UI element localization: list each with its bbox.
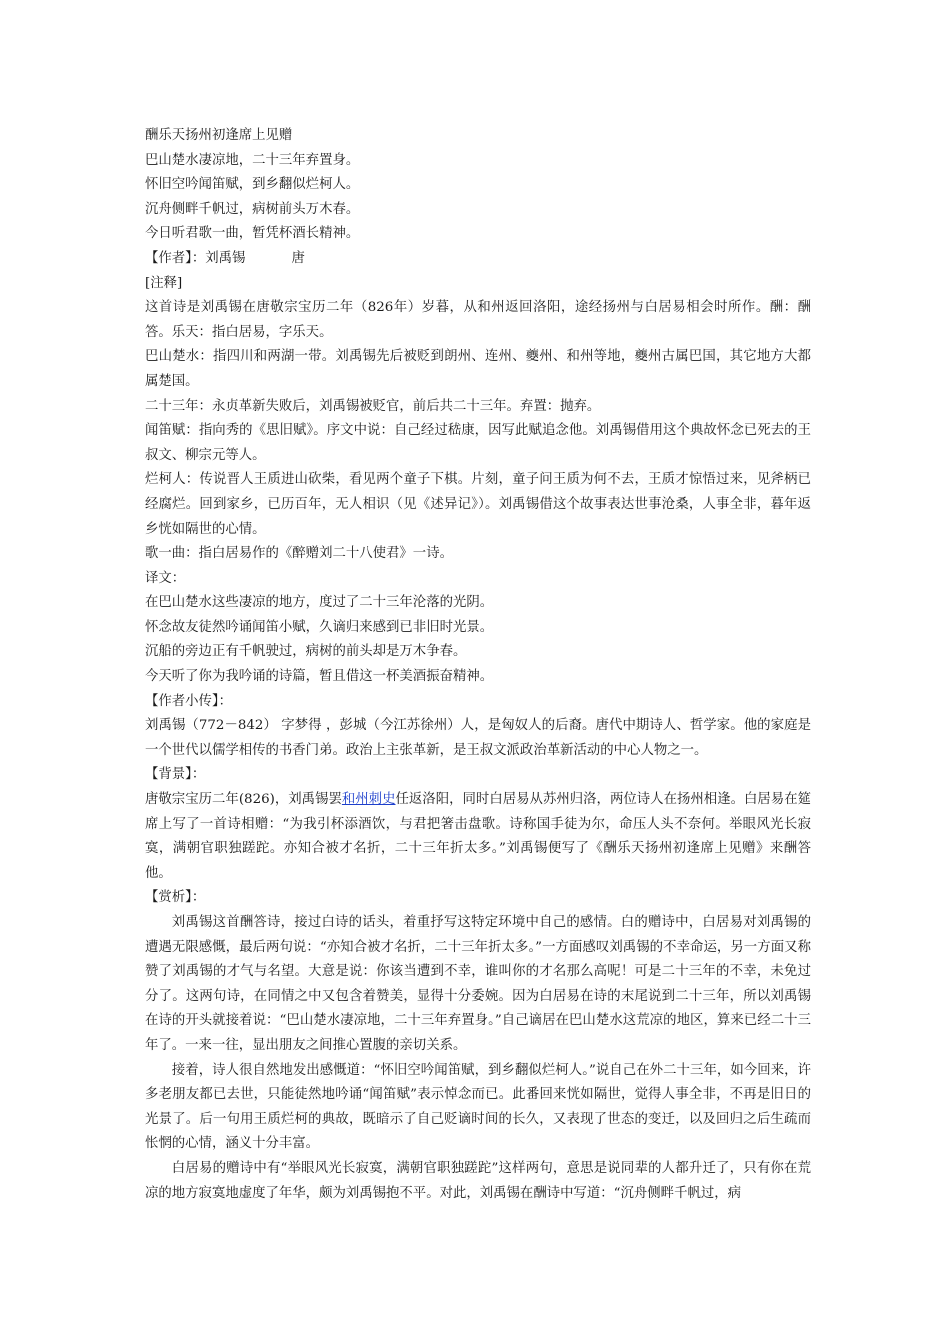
poem-title: 酬乐天扬州初逢席上见赠 — [145, 128, 293, 143]
translation-line: 在巴山楚水这些凄凉的地方，度过了二十三年沦落的光阴。 — [145, 595, 494, 611]
background-text — [145, 788, 811, 886]
dynasty-label: 唐 — [291, 250, 305, 266]
poem-line: 今日听君歌一曲，暂凭杯酒长精神。 — [145, 226, 360, 242]
note-item: 巴山楚水：指四川和两湖一带。刘禹锡先后被贬到朗州、连州、夔州、和州等地，夔州古属巴国，其它地方大都属楚国。 — [145, 349, 811, 389]
appreciation-heading: 【赏析】： — [145, 890, 206, 906]
appreciation-paragraph: 白居易的赠诗中有“举眼风光长寂寞，满朝官职独蹉跎”这样两句，意思是说同辈的人都升迁了，只有你在荒凉的地方寂寞地虚度了年华，颇为刘禹锡抱不平。对此，刘禹锡在酬诗中写道：“沉舟侧畔千帆过，病 — [145, 1160, 811, 1201]
note-item: 闻笛赋：指向秀的《思旧赋》。序文中说：自己经过嵇康，因写此赋追念他。刘禹锡借用这个典故怀念已死去的王叔文、柳宗元等人。 — [145, 423, 811, 463]
translation-line: 怀念故友徒然吟诵闻笛小赋，久谪归来感到已非旧时光景。 — [145, 619, 494, 635]
document-page — [145, 124, 811, 1206]
note-item: 这首诗是刘禹锡在唐敬宗宝历二年（826年）岁暮，从和州返回洛阳，途经扬州与白居易相会时所作。酬：酬答。乐天：指白居易，字乐天。 — [145, 300, 811, 340]
translation-line: 今天听了你为我吟诵的诗篇，暂且借这一杯美酒振奋精神。 — [145, 669, 494, 685]
background-heading: 【背景】： — [145, 767, 206, 783]
note-item: 烂柯人：传说晋人王质进山砍柴，看见两个童子下棋。片刻，童子问王质为何不去，王质才惊悟过来，见斧柄已经腐烂。回到家乡，已历百年，无人相识（见《述异记》）。刘禹锡借这个故事表达世事沧桑，人事全非，暮年返乡恍如隔世的心情。 — [145, 472, 811, 537]
author-label: 【作者】：刘禹锡 — [145, 250, 246, 266]
poem-line: 沉舟侧畔千帆过，病树前头万木春。 — [145, 201, 360, 217]
translation-heading: 译文： — [145, 570, 186, 586]
poem-line: 怀旧空吟闻笛赋，到乡翻似烂柯人。 — [145, 177, 360, 193]
biography-heading: 【作者小传】： — [145, 693, 233, 709]
appreciation-paragraph: 刘禹锡这首酬答诗，接过白诗的话头，着重抒写这特定环境中自己的感情。白的赠诗中，白居易对刘禹锡的遭遇无限感慨，最后两句说：“亦知合被才名折，二十三年折太多。”一方面感叹刘禹锡的不幸命运，另一方面又称赞了刘禹锡的才气与名望。大意是说：你该当遭到不幸，谁叫你的才名那么高呢！可是二十三年的不幸，未免过分了。这两句诗，在同情之中又包含着赞美，显得十分委婉。因为白居易在诗的末尾说到二十三年，所以刘禹锡在诗的开头就接着说：“巴山楚水凄凉地，二十三年弃置身。”自己谪居在巴山楚水这荒凉的地区，算来已经二十三年了。一来一往，显出朋友之间推心置腹的亲切关系。 — [145, 915, 811, 1053]
background-text-rest: 任返洛阳，同时白居易从苏州归洛，两位诗人在扬州相逢。白居易在筵席上写了一首诗相赠：“为我引杯添酒饮，与君把箸击盘歌。诗称国手徒为尔，命压人头不奈何。举眼风光长寂寞，满朝官职独蹉跎。亦知合被才名折，二十三年折太多。”刘禹锡便写了《酬乐天扬州初逢席上见赠》来酬答他。 — [145, 792, 812, 881]
notes-heading: [注释] — [145, 275, 183, 291]
note-item: 歌一曲：指白居易作的《醉赠刘二十八使君》一诗。 — [145, 546, 453, 562]
hezhou-cishi-link[interactable]: 和州刺史 — [341, 792, 396, 808]
biography-text: 刘禹锡（772－842） 字梦得 ，彭城（今江苏徐州）人，是匈奴人的后裔。唐代中期诗人、哲学家。他的家庭是一个世代以儒学相传的书香门弟。政治上主张革新，是王叔文派政治革新活动的中心人物之一。 — [145, 718, 811, 758]
author-line — [145, 247, 811, 272]
note-item: 二十三年：永贞革新失败后，刘禹锡被贬官，前后共二十三年。弃置：抛弃。 — [145, 398, 601, 414]
background-text-start: 唐敬宗宝历二年(826)，刘禹锡罢 — [145, 792, 342, 808]
translation-line: 沉船的旁边正有千帆驶过，病树的前头却是万木争春。 — [145, 644, 467, 660]
poem-line: 巴山楚水凄凉地，二十三年弃置身。 — [145, 152, 360, 168]
appreciation-paragraph: 接着，诗人很自然地发出感慨道：“怀旧空吟闻笛赋，到乡翻似烂柯人。”说自己在外二十三年，如今回来，许多老朋友都已去世，只能徒然地吟诵“闻笛赋”表示悼念而已。此番回来恍如隔世，觉得人事全非，不再是旧日的光景了。后一句用王质烂柯的典故，既暗示了自己贬谪时间的长久，又表现了世态的变迁，以及回归之后生疏而怅惘的心情，涵义十分丰富。 — [145, 1062, 811, 1152]
